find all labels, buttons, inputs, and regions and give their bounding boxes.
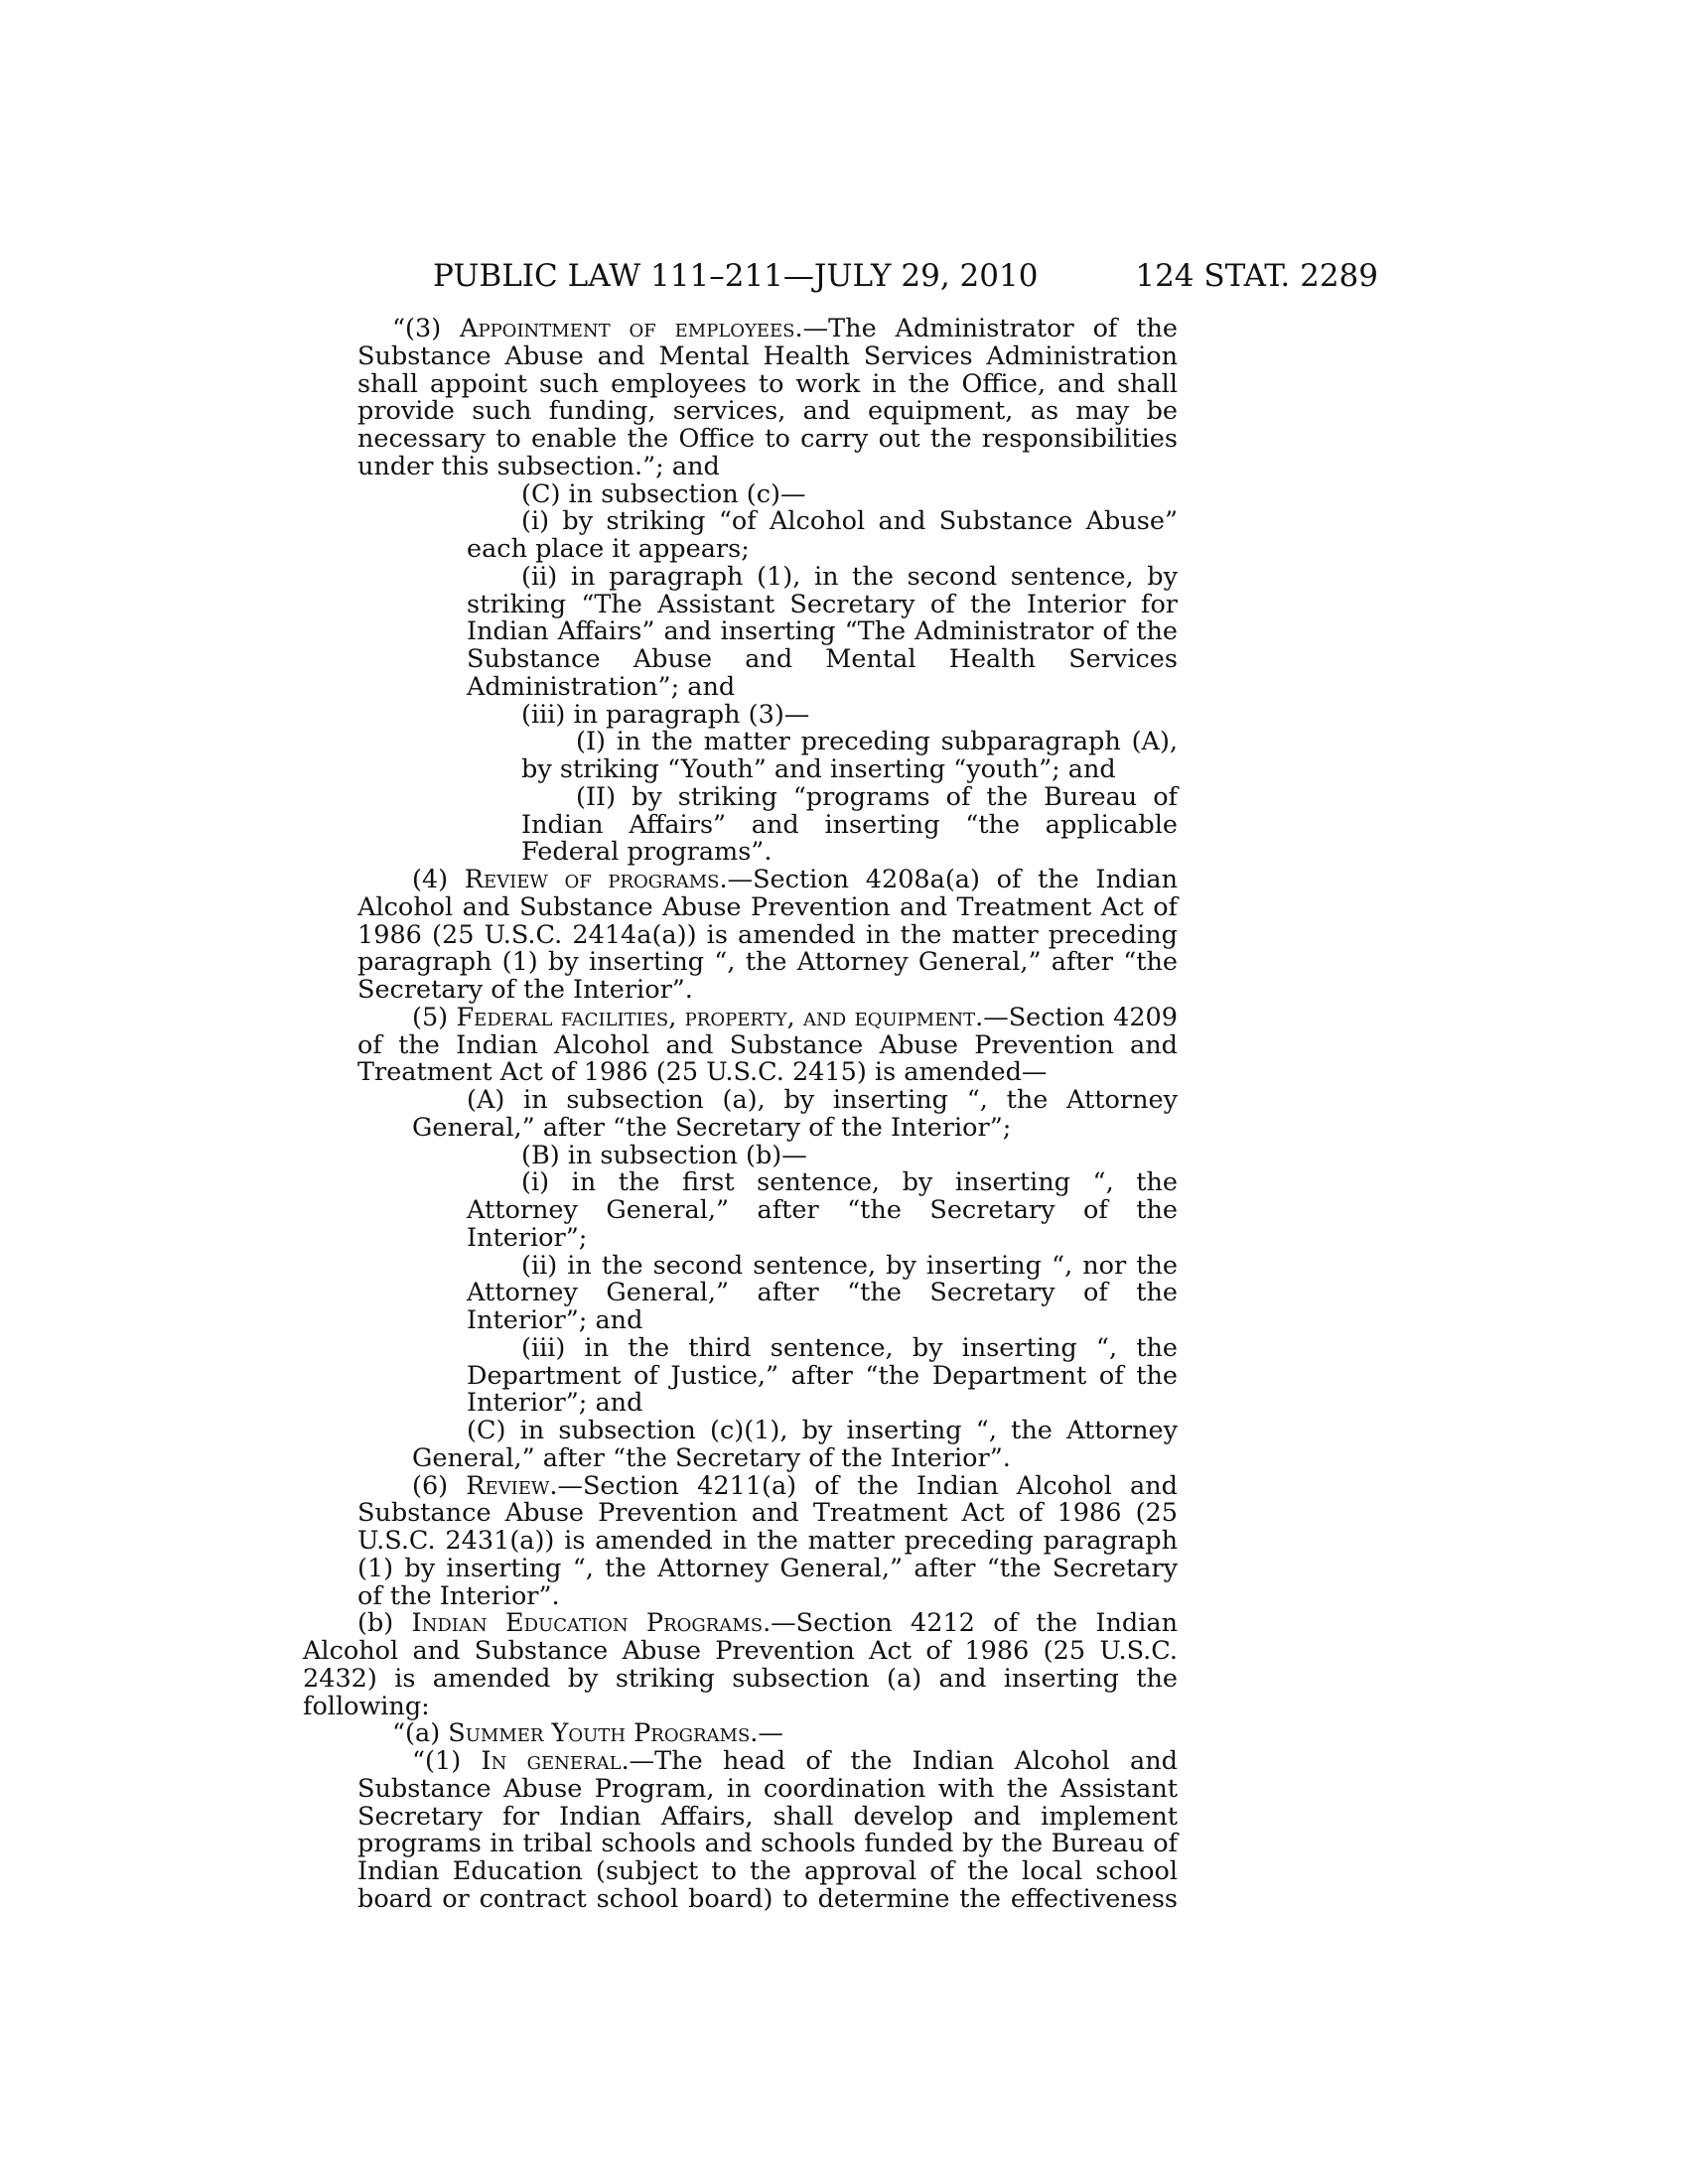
paragraph-5-B-i: (i) in the first sentence, by inserting “, the Attorney General,” after “the Secretary of the Interior”; <box>467 1167 1178 1253</box>
clause-iii: (iii) in paragraph (3)— <box>521 699 810 730</box>
paragraph-5-B: (B) in subsection (b)— <box>521 1140 807 1170</box>
paragraph-5-A: (A) in subsection (a), by inserting “, the Attorney General,” after “the Secretary of the Interior”; <box>412 1085 1178 1143</box>
paragraph-5-B-ii: (ii) in the second sentence, by inserting “, nor the Attorney General,” after “the Secretary of the Interior”; and <box>467 1250 1178 1335</box>
paragraph-C-subsection-c: (C) in subsection (c)— <box>521 478 806 509</box>
document-body <box>303 314 1179 1914</box>
clause-ii: (ii) in paragraph (1), in the second sentence, by striking “The Assistant Secretary of the Interior for Indian Affairs” and inserting “The Administrator of the Substance Abuse and Mental Health Services Administration”; and <box>467 561 1178 702</box>
paragraph-5-B-iii: (iii) in the third sentence, by inserting “, the Department of Justice,” after “the Department of the Interior”; and <box>467 1332 1178 1419</box>
page-header <box>433 256 1378 296</box>
paragraph-3-appointment: “(3) Appointment of employees.—The Administrator of the Substance Abuse and Mental Health Services Administration shall appoint such employees to work in the Office, and shall provide such funding, services, and equipment, as may be necessary to enable the Office to carry out the responsibilities under this subsection.”; and <box>357 314 1179 481</box>
subclause-I: (I) in the matter preceding subparagraph (A), by striking “Youth” and inserting “youth”; and <box>521 727 1178 784</box>
subsection-b-indian-education: (b) Indian Education Programs.—Section 4212 of the Indian Alcohol and Substance Abuse Prevention Act of 1986 (25 U.S.C. 2432) is amended by striking subsection (a) and inserting the following: <box>303 1608 1178 1721</box>
running-head-title: PUBLIC LAW 111–211—JULY 29, 2010 <box>433 258 1039 294</box>
paragraph-4-review-of-programs: (4) Review of programs.—Section 4208a(a) of the Indian Alcohol and Substance Abuse Prevention and Treatment Act of 1986 (25 U.S.C. 2414a(a)) is amended in the matter preceding paragraph (1) by inserting “, the Attorney General,” after “the Secretary of the Interior”. <box>357 865 1178 1005</box>
paragraph-5-federal-facilities: (5) Federal facilities, property, and equipment.—Section 4209 of the Indian Alcohol and Substance Abuse Prevention and Treatment Act of 1986 (25 U.S.C. 2415) is amended— <box>357 1002 1178 1088</box>
subclause-II: (II) by striking “programs of the Bureau of Indian Affairs” and inserting “the applicable Federal programs”. <box>521 781 1178 868</box>
subsection-a-summer-youth: “(a) Summer Youth Programs.— <box>392 1718 783 1749</box>
paragraph-6-review: (6) Review.—Section 4211(a) of the Indian Alcohol and Substance Abuse Prevention and Treatment Act of 1986 (25 U.S.C. 2431(a)) is amended in the matter preceding paragraph (1) by inserting “, the Attorney General,” after “the Secretary of the Interior”. <box>357 1470 1178 1611</box>
statute-page-number: 124 STAT. 2289 <box>1135 258 1378 294</box>
paragraph-1-in-general: “(1) In general.—The head of the Indian Alcohol and Substance Abuse Program, in coordination with the Assistant Secretary for Indian Affairs, shall develop and implement programs in tribal schools and schools funded by the Bureau of Indian Education (subject to the approval of the local school board or contract school board) to determine the effectiveness <box>357 1746 1179 1914</box>
paragraph-5-C: (C) in subsection (c)(1), by inserting “, the Attorney General,” after “the Secretary of the Interior”. <box>412 1416 1178 1473</box>
clause-i: (i) by striking “of Alcohol and Substance Abuse” each place it appears; <box>467 506 1178 564</box>
